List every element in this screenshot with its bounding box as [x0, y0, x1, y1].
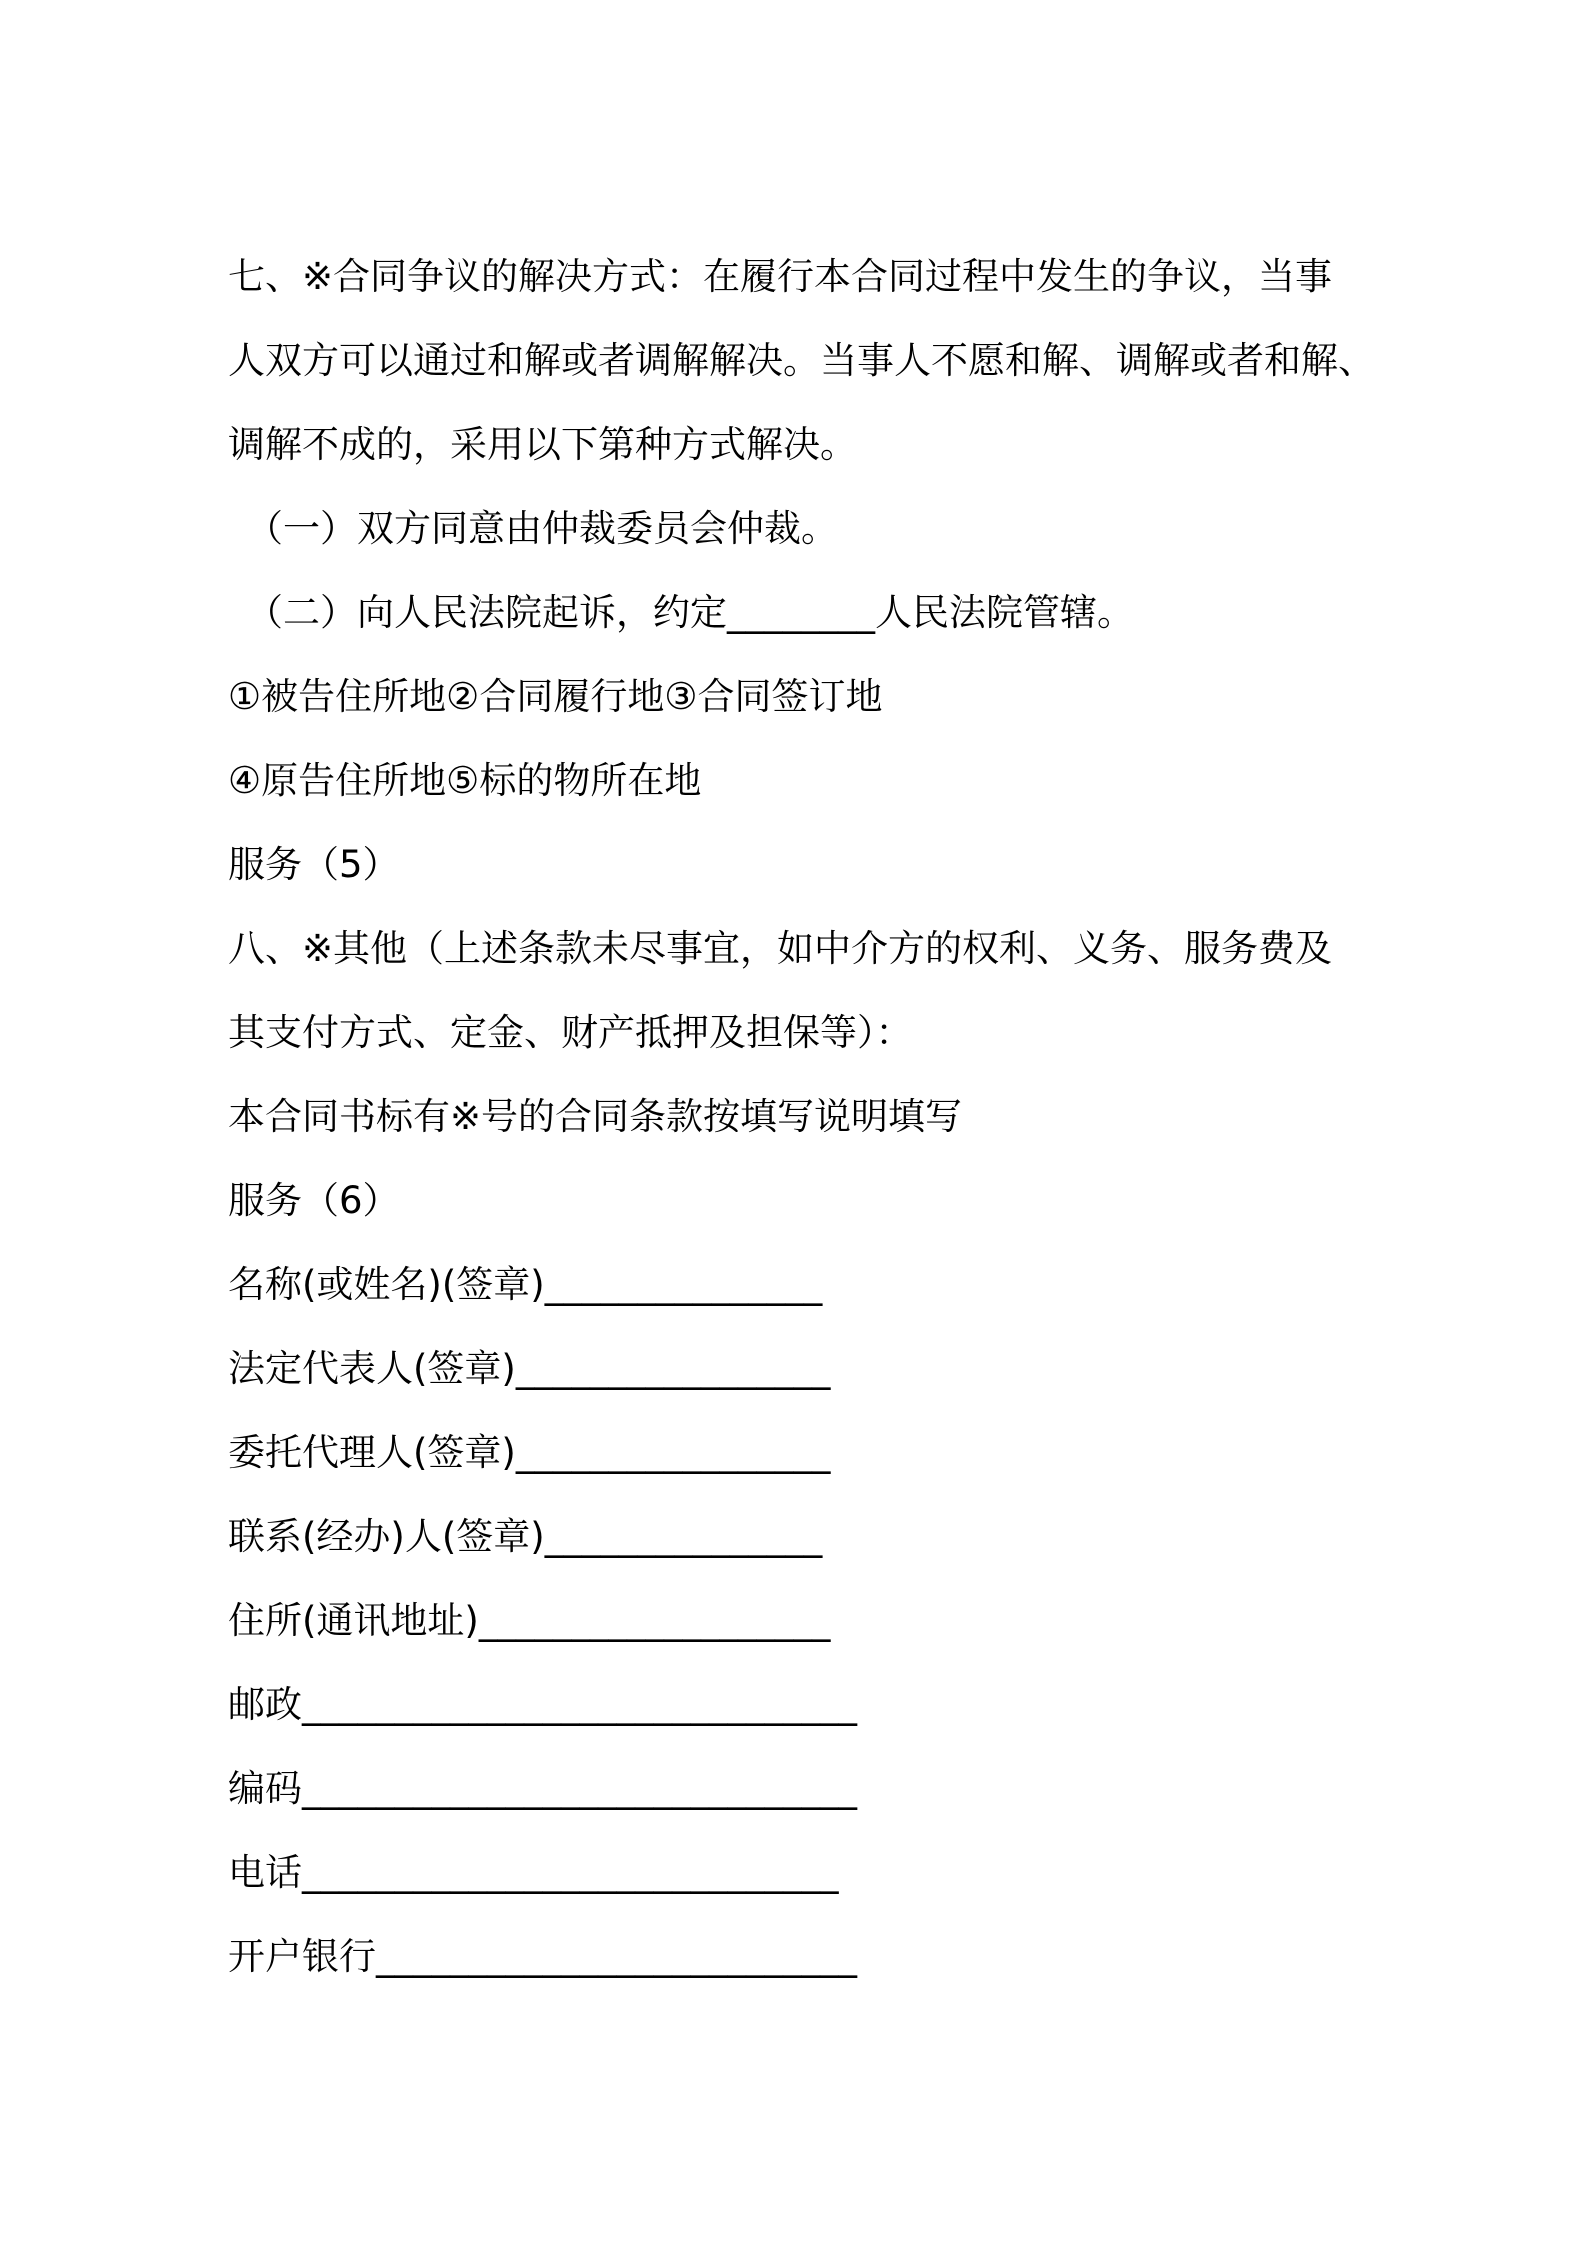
signature-agent-field: 委托代理人(签章)_________________ [228, 1431, 831, 1474]
postcode-field: 编码______________________________ [228, 1767, 857, 1810]
document-body [228, 235, 1378, 1999]
section7-choices-line-2: ④原告住所地⑤标的物所在地 [228, 759, 702, 802]
section7-option-2: （二）向人民法院起诉，约定________人民法院管辖。 [246, 591, 1134, 634]
signature-name-field: 名称(或姓名)(签章)_______________ [228, 1263, 823, 1306]
section8-line-1: 八、※其他（上述条款未尽事宜，如中介方的权利、义务、服务费及 [228, 927, 1333, 970]
section7-choices-line-1: ①被告住所地②合同履行地③合同签订地 [228, 675, 883, 718]
postal-field: 邮政______________________________ [228, 1683, 857, 1726]
service-5-heading: 服务（5） [228, 843, 400, 886]
section7-line-2: 人双方可以通过和解或者调解解决。当事人不愿和解、调解或者和解、 [228, 339, 1375, 382]
phone-field: 电话_____________________________ [228, 1851, 839, 1894]
section7-line-3: 调解不成的，采用以下第种方式解决。 [228, 423, 857, 466]
section8-line-2: 其支付方式、定金、财产抵押及担保等）： [228, 1011, 913, 1054]
bank-field: 开户银行__________________________ [228, 1935, 857, 1978]
section7-option-1: （一）双方同意由仲裁委员会仲裁。 [246, 507, 838, 550]
section7-line-1: 七、※合同争议的解决方式：在履行本合同过程中发生的争议，当事 [228, 255, 1333, 298]
signature-legal-rep-field: 法定代表人(签章)_________________ [228, 1347, 831, 1390]
address-field: 住所(通讯地址)___________________ [228, 1599, 831, 1642]
section8-line-3: 本合同书标有※号的合同条款按填写说明填写 [228, 1095, 963, 1138]
signature-contact-field: 联系(经办)人(签章)_______________ [228, 1515, 823, 1558]
service-6-heading: 服务（6） [228, 1179, 400, 1222]
